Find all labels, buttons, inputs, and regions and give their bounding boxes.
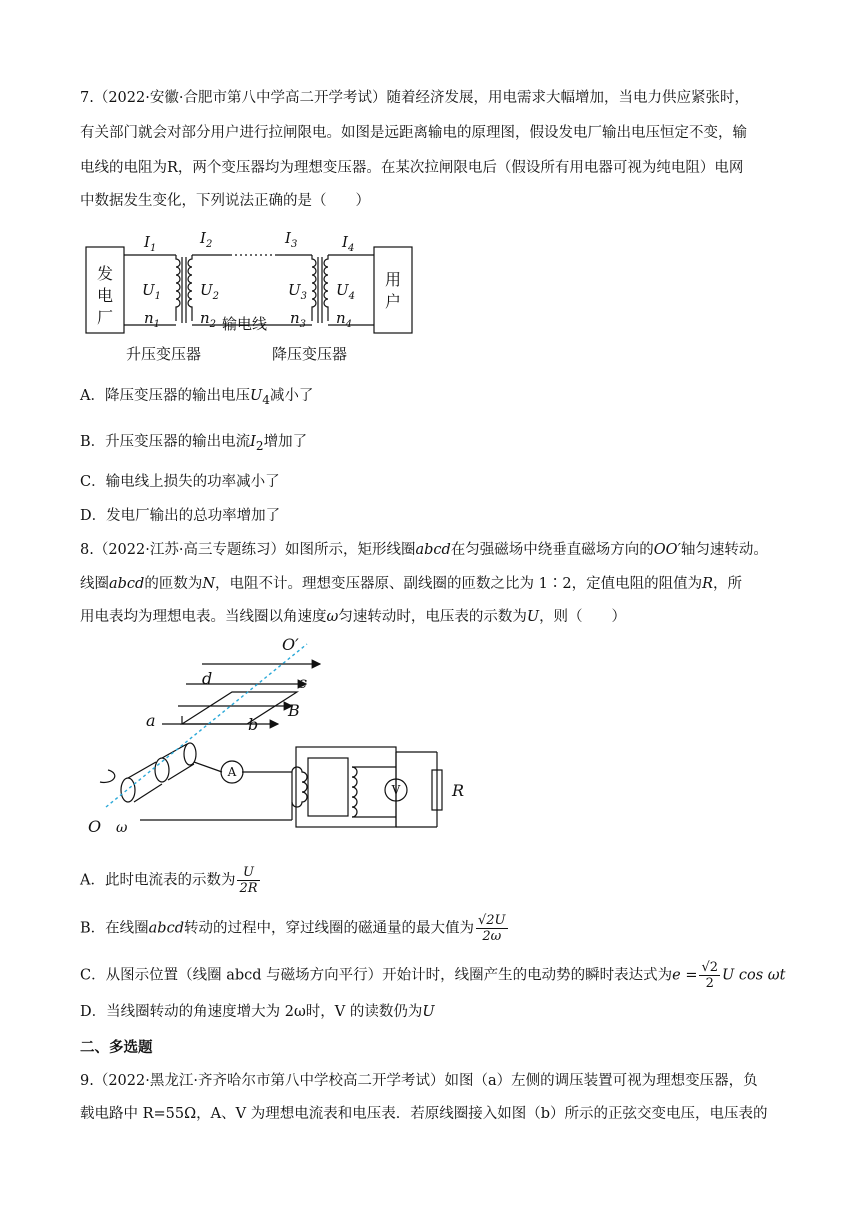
q8-option-a[interactable]: A．此时电流表的示数为 $\frac{U}{2R}$ (80, 865, 258, 896)
plant-char-2: 电 (97, 286, 114, 305)
label-U1: $U_1$ (142, 281, 162, 302)
q8-option-c[interactable]: C．从图示位置（线圈 abcd 与磁场方向平行）开始计时，线圈产生的电动势的瞬时表达式为e = $\frac{√2}{2}$ U cos ωt (80, 960, 786, 991)
q7-option-c[interactable]: C．输电线上损失的功率减小了 (80, 474, 280, 490)
line-label: 输电线 (222, 315, 268, 333)
label-O-prime: O′ (282, 635, 299, 654)
plant-char-3: 厂 (97, 308, 114, 327)
user-char-2: 户 (385, 292, 402, 311)
q7-line-3: 电线的电阻为R，两个变压器均为理想变压器。在某次拉闸限电后（假设所有用电器可视为纯电阻）电网 (80, 160, 744, 176)
label-R: R (452, 781, 465, 800)
q7-line-2: 有关部门就会对部分用户进行拉闸限电。如图是远距离输电的原理图，假设发电厂输出电压恒定不变，输 (80, 125, 747, 141)
q8-line-1: 8.（2022·江苏·高三专题练习）如图所示，矩形线圈abcd在匀强磁场中绕垂直磁场方向的OO′轴匀速转动。 (80, 542, 768, 558)
label-U4: $U_4$ (336, 281, 356, 302)
step-up-label: 升压变压器 (126, 345, 202, 363)
q8-option-d[interactable]: D．当线圈转动的角速度增大为 2ω时，V 的读数仍为U (80, 1004, 435, 1020)
q9-line-2: 载电路中 R=55Ω，A、V 为理想电流表和电压表．若原线圈接入如图（b）所示的正弦交变电压，电压表的 (80, 1106, 768, 1122)
label-a: a (146, 711, 156, 730)
q8-option-b[interactable]: B．在线圈abcd转动的过程中，穿过线圈的磁通量的最大值为 $\frac{√2U}{2\omega}$ (80, 913, 506, 944)
label-n1: $n_1$ (144, 309, 161, 330)
q7-option-b[interactable]: B．升压变压器的输出电流$I_2$增加了 (80, 434, 308, 453)
label-I4: $I_4$ (342, 233, 355, 254)
q7-line-4: 中数据发生变化，下列说法正确的是（ ） (80, 193, 370, 209)
section-title-multiple-choice: 二、多选题 (80, 1040, 153, 1056)
label-U3: $U_3$ (288, 281, 308, 302)
ammeter-icon: A (227, 765, 237, 779)
label-n2: $n_2$ (200, 309, 217, 330)
q7-option-a[interactable]: A．降压变压器的输出电压$U_4$减小了 (80, 388, 314, 407)
label-n3: $n_3$ (290, 309, 307, 330)
q7-option-d[interactable]: D．发电厂输出的总功率增加了 (80, 508, 281, 524)
q7-line-1: 7.（2022·安徽·合肥市第八中学高二开学考试）随着经济发展，用电需求大幅增加，当电力供应紧张时， (80, 90, 749, 106)
label-I3: $I_3$ (285, 229, 298, 250)
label-c: c (298, 673, 307, 692)
generator-diagram (82, 632, 482, 842)
label-omega: ω (116, 820, 128, 836)
label-B: B (288, 701, 300, 720)
label-b: b (248, 715, 259, 734)
q8-line-2: 线圈abcd的匝数为N，电阻不计。理想变压器原、副线圈的匝数之比为 1∶2，定值电阻的阻值为R，所 (80, 576, 743, 592)
transmission-diagram (80, 225, 440, 365)
label-I1: $I_1$ (144, 233, 157, 254)
label-I2: $I_2$ (200, 229, 213, 250)
q8-line-3: 用电表均为理想电表。当线圈以角速度ω匀速转动时，电压表的示数为U，则（ ） (80, 609, 627, 625)
voltmeter-icon: V (391, 783, 401, 797)
label-d: d (202, 669, 213, 688)
q9-line-1: 9.（2022·黑龙江·齐齐哈尔市第八中学校高二开学考试）如图（a）左侧的调压装置可视为理想变压器，负 (80, 1073, 758, 1089)
label-O: O (88, 817, 102, 836)
plant-char-1: 发 (97, 264, 114, 283)
step-down-label: 降压变压器 (272, 345, 348, 363)
label-U2: $U_2$ (200, 281, 220, 302)
label-n4: $n_4$ (336, 309, 353, 330)
user-char-1: 用 (385, 270, 402, 289)
